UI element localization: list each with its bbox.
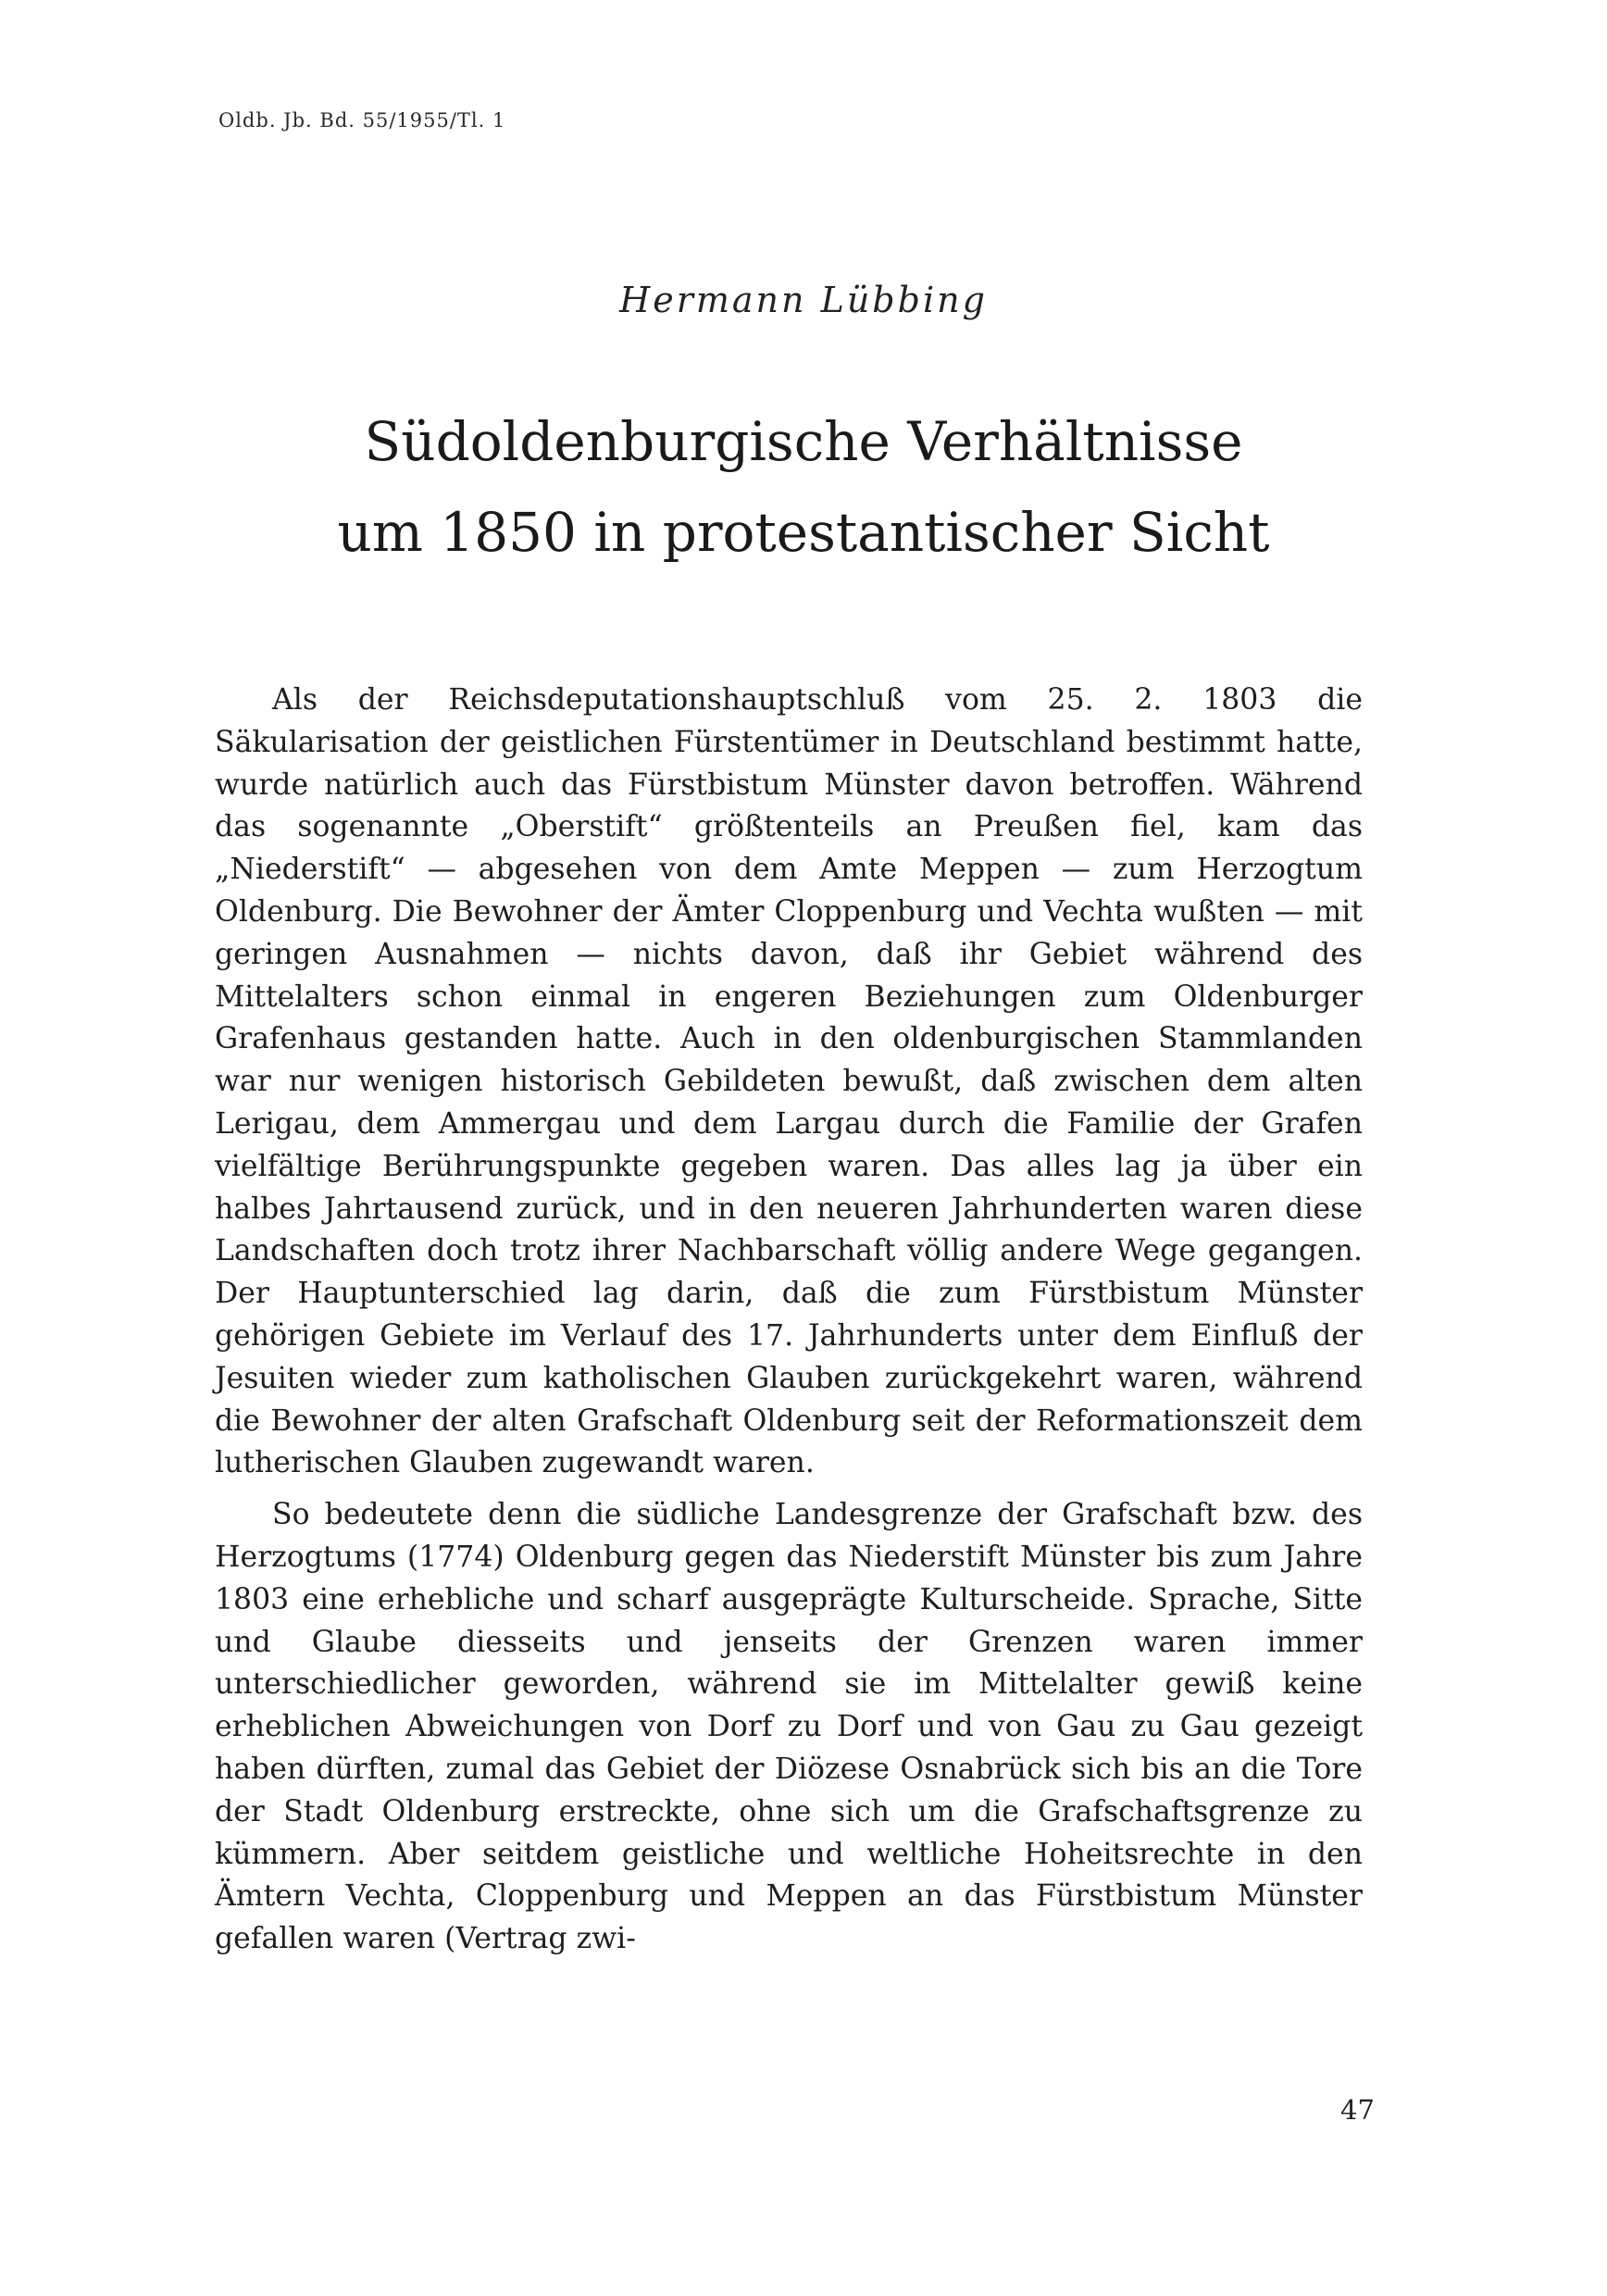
- body-paragraph-1: Als der Reichsdeputationshauptschluß vom 25. 2. 1803 die Säkularisation der geistlichen Fürstentümer in Deutschland bestimmt hatte, wurde natürlich auch das Fürstbistum Münster davon betroffen. Während das sogenannte „Oberstift“ größtenteils an Preußen fiel, kam das „Niederstift“ — abgesehen von dem Amte Meppen — zum Herzogtum Oldenburg. Die Bewohner der Ämter Cloppenburg und Vechta wußten — mit geringen Ausnahmen — nichts davon, daß ihr Gebiet während des Mittelalters schon einmal in engeren Beziehungen zum Oldenburger Grafenhaus gestanden hatte. Auch in den oldenburgischen Stammlanden war nur wenigen historisch Gebildeten bewußt, daß zwischen dem alten Lerigau, dem Ammergau und dem Largau durch die Familie der Grafen vielfältige Berührungspunkte gegeben waren. Das alles lag ja über ein halbes Jahrtausend zurück, und in den neueren Jahrhunderten waren diese Landschaften doch trotz ihrer Nachbarschaft völlig andere Wege gegangen. Der Hauptunterschied lag darin, daß die zum Fürstbistum Münster gehörigen Gebiete im Verlauf des 17. Jahrhunderts unter dem Einfluß der Jesuiten wieder zum katholischen Glauben zurückgekehrt waren, während die Bewohner der alten Grafschaft Oldenburg seit der Reformationszeit dem lutherischen Glauben zugewandt waren.: [215, 683, 1363, 1480]
- article-title-line-2: um 1850 in protestantischer Sicht: [337, 501, 1270, 564]
- body-paragraph-2: So bedeutete denn die südliche Landesgrenze der Grafschaft bzw. des Herzogtums (1774) Oldenburg gegen das Niederstift Münster bis zum Jahre 1803 eine erhebliche und scharf ausgeprägte Kulturscheide. Sprache, Sitte und Glaube diesseits und jenseits der Grenzen waren immer unterschiedlicher geworden, während sie im Mittelalter gewiß keine erheblichen Abweichungen von Dorf zu Dorf und von Gau zu Gau gezeigt haben dürften, zumal das Gebiet der Diözese Osnabrück sich bis an die Tore der Stadt Oldenburg erstreckte, ohne sich um die Grafschaftsgrenze zu kümmern. Aber seitdem geistliche und weltliche Hoheitsrechte in den Ämtern Vechta, Cloppenburg und Meppen an das Fürstbistum Münster gefallen waren (Vertrag zwi-: [215, 1498, 1363, 1956]
- article-title: [0, 396, 1607, 578]
- article-body: [215, 680, 1363, 1961]
- article-author: Hermann Lübbing: [619, 280, 988, 320]
- journal-reference: Oldb. Jb. Bd. 55/1955/Tl. 1: [218, 109, 506, 131]
- article-title-line-1: Südoldenburgische Verhältnisse: [364, 410, 1243, 473]
- page-number: 47: [1340, 2094, 1375, 2126]
